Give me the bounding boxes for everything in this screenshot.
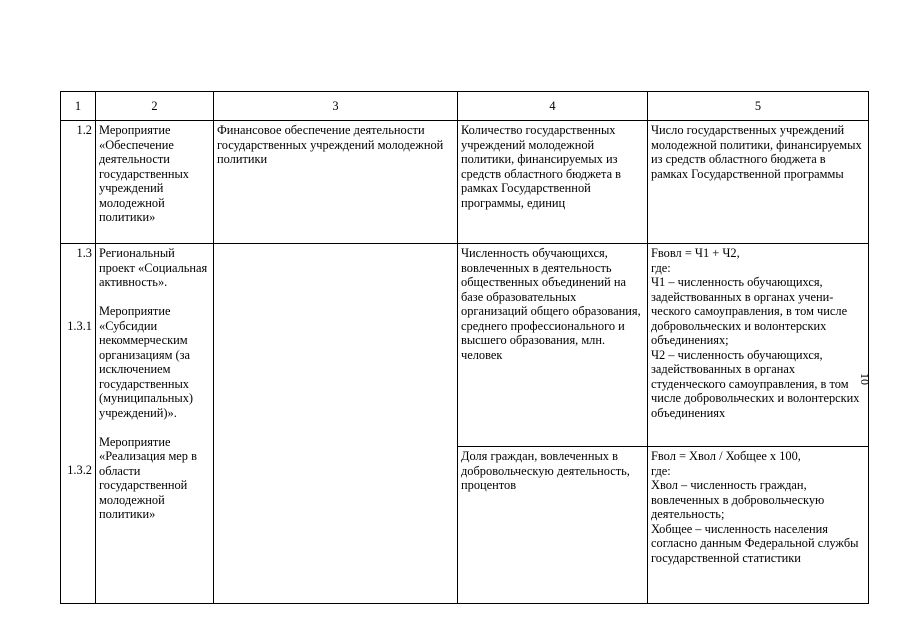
formula-term: Хвол – численность граждан, вовлеченных в добровольческую деятельность; xyxy=(651,478,825,521)
measure-name-1-3-2: Мероприятие «Реализация мер в области государственной молодежной политики» xyxy=(99,434,197,521)
header-col-5: 5 xyxy=(648,92,869,121)
calculation-method-1 xyxy=(648,244,869,447)
project-name: Региональный проект «Социальная активность». xyxy=(99,246,208,289)
calculation-method: Число государственных учреждений молодежной политики, финансируемых из средств областного бюджета в рамках Государственной программы xyxy=(648,121,869,244)
table-row-1-2 xyxy=(61,121,869,244)
formula-term: Ч2 – численность обучающихся, задействованных в органах студенческого самоуправления, в том числе добровольческих и волонтерских объединениях xyxy=(651,347,860,420)
table-row-1-3 xyxy=(61,244,869,447)
measure-name: Мероприятие «Обеспечение деятельности государственных учреждений молодежной политики» xyxy=(96,121,214,244)
header-col-3: 3 xyxy=(214,92,458,121)
row-numbers xyxy=(61,244,96,604)
header-col-1: 1 xyxy=(61,92,96,121)
task-description xyxy=(214,244,458,604)
formula-where: где: xyxy=(651,463,671,478)
indicator-name: Количество государственных учреждений молодежной политики, финансируемых из средств областного бюджета в рамках Государственной программы, единиц xyxy=(458,121,648,244)
header-row xyxy=(61,92,869,121)
formula-term: Ч1 – численность обучающихся, задействованных в органах учени-ческого самоуправления, в том числе добровольческих и волонтерских объединениях; xyxy=(651,275,848,347)
indicator-name-2: Доля граждан, вовлеченных в добровольческую деятельность, процентов xyxy=(458,447,648,604)
formula-line: Fвовл = Ч1 + Ч2, xyxy=(651,246,740,260)
formula-line: Fвол = Хвол / Хобщее x 100, xyxy=(651,449,801,463)
indicators-table xyxy=(60,91,869,604)
row-number-1-3: 1.3 xyxy=(76,246,92,260)
header-col-2: 2 xyxy=(96,92,214,121)
row-number-1-3-1: 1.3.1 xyxy=(67,318,92,333)
indicator-name-1: Численность обучающихся, вовлеченных в деятельность общественных объединений на базе образовательных организаций общего образования, среднего профессионального и высшего образования, млн. человек xyxy=(458,244,648,447)
row-number: 1.2 xyxy=(61,121,96,244)
task-description: Финансовое обеспечение деятельности государственных учреждений молодежной политики xyxy=(214,121,458,244)
calculation-method-2 xyxy=(648,447,869,604)
page-number: 10 xyxy=(858,373,872,385)
header-col-4: 4 xyxy=(458,92,648,121)
measure-names xyxy=(96,244,214,604)
formula-term: Хобщее – численность населения согласно данным Федеральной службы государственной статистики xyxy=(651,521,859,565)
formula-where: где: xyxy=(651,260,671,275)
row-number-1-3-2: 1.3.2 xyxy=(67,463,92,477)
measure-name-1-3-1: Мероприятие «Субсидии некоммерческим организациям (за исключением государственных (муниципальных) учреждений)». xyxy=(99,304,194,420)
